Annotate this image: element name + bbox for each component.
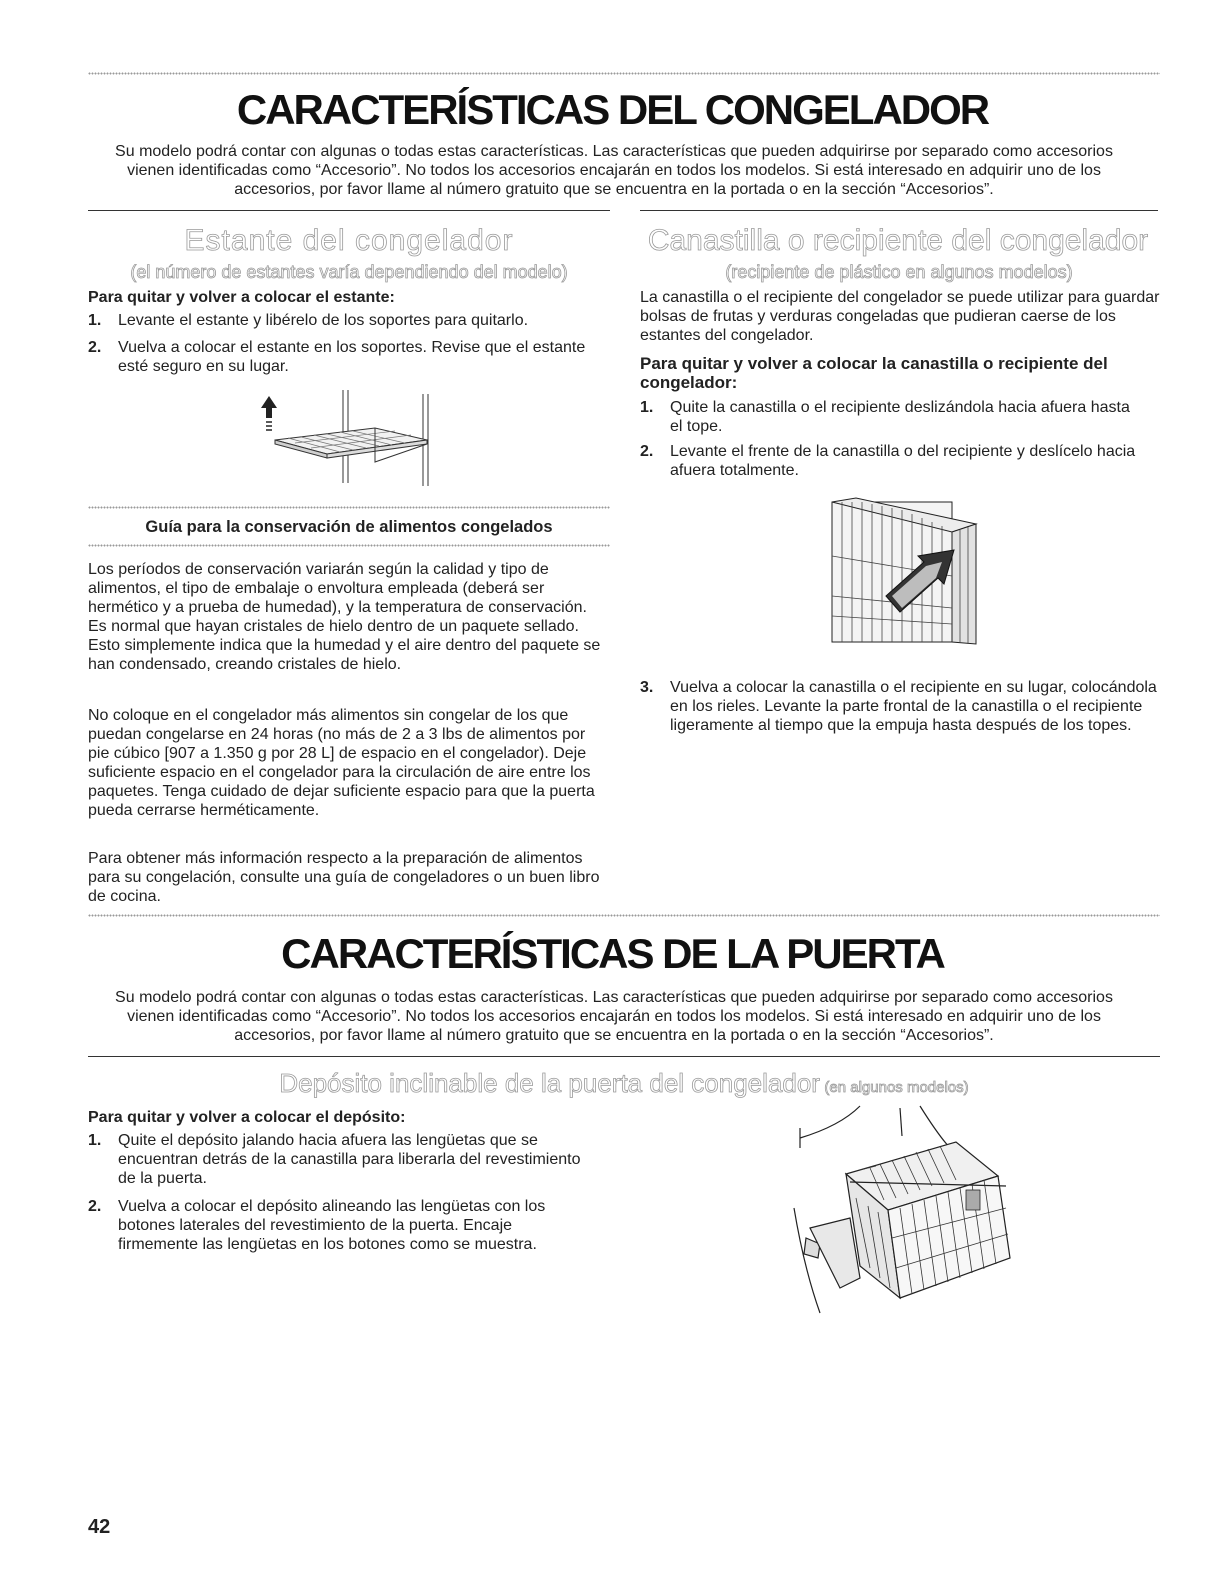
guide-paragraph-1: Los períodos de conservación variarán según la calidad y tipo de alimentos, el tipo de embalaje o envoltura empleada (deberá ser hermético y a prueba de humedad), y la temperatura de conservación. Es normal que hayan cristales de hielo dentro de un paquete sellado. Esto simplemente indica que la humedad y el aire dentro del paquete se han condensado, creando cristales de hielo. [88,561,601,673]
freezer-shelf-illustration [255,388,445,488]
step-number: 2. [88,339,102,356]
frozen-food-guide-title: Guía para la conservación de alimentos congelados [145,518,553,536]
basket-description: La canastilla o el recipiente del congelador se puede utilizar para guardar bolsas de frutas y verduras congeladas que pudieran caerse de los estantes del congelador. [640,289,1160,344]
guide-top-rule [88,506,610,509]
freezer-basket-subheading: (recipiente de plástico en algunos modelos) [725,262,1073,282]
step-text: Vuelva a colocar la canastilla o el recipiente en su lugar, colocándola en los rieles. Levante la parte frontal de la canastilla o el recipiente ligeramente al tiempo que la empuja hasta después de los topes. [670,679,1157,734]
step-text: Quite el depósito jalando hacia afuera las lengüetas que se encuentran detrás de la canastilla para liberarla del revestimiento de la puerta. [118,1132,581,1187]
step-text: Levante el estante y libérelo de los soportes para quitarlo. [118,312,529,329]
basket-instruction-title: Para quitar y volver a colocar la canastilla o recipiente del congelador: [640,354,1108,392]
step-number: 2. [640,443,654,460]
step-number: 1. [88,312,102,329]
page-number: 42 [88,1516,111,1538]
door-section-rule [88,1056,1160,1057]
freezer-basket-heading: Canastilla o recipiente del congelador [647,224,1149,257]
door-features-title: CARACTERÍSTICAS DE LA PUERTA [281,930,944,977]
step-text: Vuelva a colocar el estante en los soportes. Revise que el estante esté seguro en su lugar. [118,339,586,375]
step-text: Levante el frente de la canastilla o del recipiente y deslícelo hacia afuera totalmente. [670,443,1136,479]
door-bin-heading-note: (en algunos modelos) [824,1079,969,1096]
freezer-features-title: CARACTERÍSTICAS DEL CONGELADOR [236,86,989,133]
door-intro: Su modelo podrá contar con algunas o todas estas características. Las características que pueden adquirirse por separado como accesorios vienen identificadas como “Accesorio”. No todos los accesorios encajarán en todos los modelos. Si está interesado en adquirir uno de los accesorios, por favor llame al número gratuito que se encuentra en la portada o en la sección “Accesorios”. [115,989,1113,1044]
right-column-rule [640,210,1158,211]
section-dotted-rule [88,914,1160,917]
freezer-basket-illustration [826,496,986,656]
freezer-shelf-subheading: (el número de estantes varía dependiendo del modelo) [130,262,568,282]
top-dotted-rule [88,72,1160,75]
step-number: 2. [88,1198,102,1215]
guide-bottom-rule [88,544,610,547]
guide-paragraph-2: No coloque en el congelador más alimentos sin congelar de los que puedan congelarse en 24 horas (no más de 2 a 3 lbs de alimentos por pie cúbico [907 a 1.350 g por 28 L] de espacio en el congelador). Deje suficiente espacio en el congelador para la circulación de aire entre los paquetes. Tenga cuidado de dejar suficiente espacio para que la puerta pueda cerrarse herméticamente. [88,707,595,819]
left-column-rule [88,210,610,211]
step-number: 3. [640,679,654,696]
step-text: Quite la canastilla o el recipiente deslizándola hacia afuera hasta el tope. [670,399,1130,435]
step-number: 1. [88,1132,102,1149]
door-bin-instruction-title: Para quitar y volver a colocar el depósito: [88,1109,406,1126]
guide-paragraph-3: Para obtener más información respecto a la preparación de alimentos para su congelación, consulte una guía de congeladores o un buen libro de cocina. [88,850,600,905]
freezer-shelf-heading: Estante del congelador [184,224,514,257]
step-number: 1. [640,399,654,416]
door-bin-illustration [780,1098,1040,1328]
freezer-intro: Su modelo podrá contar con algunas o todas estas características. Las características que pueden adquirirse por separado como accesorios vienen identificadas como “Accesorio”. No todos los accesorios encajarán en todos los modelos. Si está interesado en adquirir uno de los accesorios, por favor llame al número gratuito que se encuentra en la portada o en la sección “Accesorios”. [115,143,1113,198]
shelf-instruction-title: Para quitar y volver a colocar el estante: [88,289,395,306]
door-bin-heading: Depósito inclinable de la puerta del congelador [279,1068,820,1098]
step-text: Vuelva a colocar el depósito alineando las lengüetas con los botones laterales del revestimiento de la puerta. Encaje firmemente las lengüetas en los botones como se muestra. [118,1198,546,1253]
